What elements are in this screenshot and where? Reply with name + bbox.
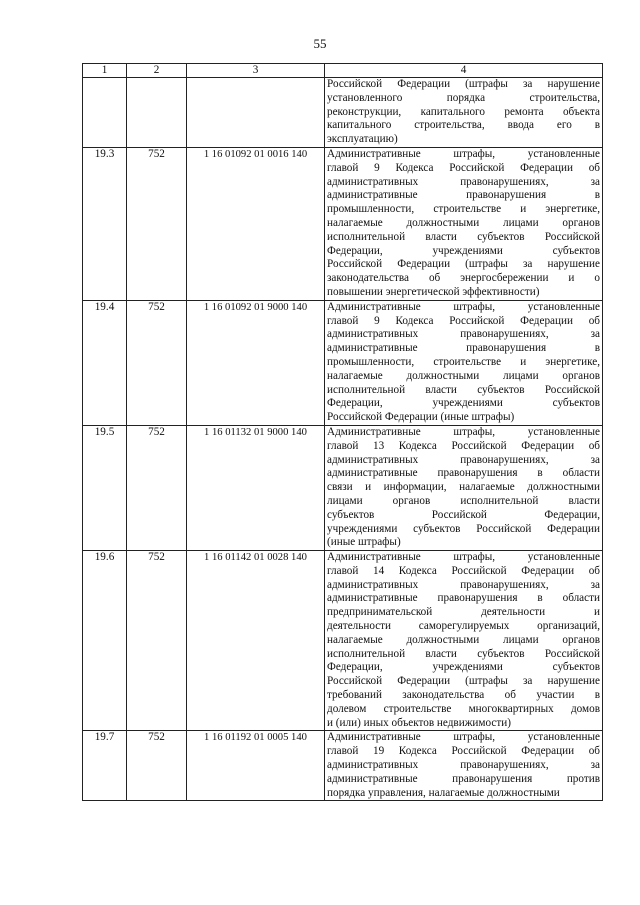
row-number-cell: 19.3 bbox=[83, 147, 127, 300]
description-line: главой 14 Кодекса Российской Федерации об bbox=[327, 564, 600, 577]
column-header-4: 4 bbox=[325, 64, 603, 78]
description-line: Административные штрафы, установленные bbox=[327, 147, 600, 160]
column-header-1: 1 bbox=[83, 64, 127, 78]
description-line: административных правонарушениях, за bbox=[327, 328, 600, 341]
description-line: Федерации, учреждениями субъектов bbox=[327, 244, 600, 257]
description-line: субъектов Российской Федерации, bbox=[327, 508, 600, 521]
description-line: реконструкции, капитального ремонта объекта bbox=[327, 105, 600, 118]
description-line: административные правонарушения в области bbox=[327, 467, 600, 480]
row-number-cell bbox=[83, 78, 127, 148]
description-line: учреждениями субъектов Российской Федерации bbox=[327, 522, 600, 535]
description-line: административных правонарушениях, за bbox=[327, 578, 600, 591]
description-line: административных правонарушениях, за bbox=[327, 759, 600, 772]
description-line: долевом строительстве многоквартирных домов bbox=[327, 702, 600, 715]
description-line: исполнительной власти субъектов Российской bbox=[327, 383, 600, 396]
table-row bbox=[83, 147, 603, 300]
table-row bbox=[83, 731, 603, 801]
table-body bbox=[83, 78, 603, 801]
table-row bbox=[83, 78, 603, 148]
description-line: административных правонарушениях, за bbox=[327, 175, 600, 188]
row-number-cell: 19.7 bbox=[83, 731, 127, 801]
administrator-code-cell: 752 bbox=[127, 300, 187, 425]
revenue-description-cell bbox=[325, 300, 603, 425]
description-line: главой 9 Кодекса Российской Федерации об bbox=[327, 314, 600, 327]
administrator-code-cell bbox=[127, 78, 187, 148]
budget-classification-code-cell bbox=[187, 78, 325, 148]
description-line: (иные штрафы) bbox=[327, 536, 401, 549]
description-line: Федерации, учреждениями субъектов bbox=[327, 397, 600, 410]
column-header-2: 2 bbox=[127, 64, 187, 78]
description-line: исполнительной власти субъектов Российской bbox=[327, 230, 600, 243]
row-number-cell: 19.4 bbox=[83, 300, 127, 425]
description-line: требований законодательства об участии в bbox=[327, 689, 600, 702]
administrator-code-cell: 752 bbox=[127, 551, 187, 731]
description-line: капитального строительства, ввода его в bbox=[327, 119, 600, 132]
administrator-code-cell: 752 bbox=[127, 147, 187, 300]
description-line: Федерации, учреждениями субъектов bbox=[327, 661, 600, 674]
description-line: главой 13 Кодекса Российской Федерации об bbox=[327, 439, 600, 452]
description-line: Российской Федерации (штрафы за нарушение bbox=[327, 675, 600, 688]
description-line: Административные штрафы, установленные bbox=[327, 300, 600, 313]
column-header-3: 3 bbox=[187, 64, 325, 78]
description-line: эксплуатацию) bbox=[327, 133, 398, 146]
description-line: административные правонарушения в bbox=[327, 189, 600, 202]
description-line: и (или) иных объектов недвижимости) bbox=[327, 716, 511, 729]
description-line: деятельности саморегулируемых организаций, bbox=[327, 620, 600, 633]
description-line: лицами органов исполнительной власти bbox=[327, 494, 600, 507]
description-line: Российской Федерации (штрафы за нарушение bbox=[327, 258, 600, 271]
budget-codes-table bbox=[82, 63, 603, 801]
description-line: административные правонарушения в области bbox=[327, 592, 600, 605]
description-line: главой 19 Кодекса Российской Федерации об bbox=[327, 745, 600, 758]
description-line: главой 9 Кодекса Российской Федерации об bbox=[327, 161, 600, 174]
description-line: Российской Федерации (штрафы за нарушение bbox=[327, 78, 600, 90]
budget-classification-code-cell: 1 16 01092 01 0016 140 bbox=[187, 147, 325, 300]
description-line: повышении энергетической эффективности) bbox=[327, 285, 540, 298]
header-row bbox=[83, 64, 603, 78]
revenue-description-cell bbox=[325, 731, 603, 801]
budget-classification-code-cell: 1 16 01192 01 0005 140 bbox=[187, 731, 325, 801]
row-number-cell: 19.6 bbox=[83, 551, 127, 731]
description-line: Административные штрафы, установленные bbox=[327, 425, 600, 438]
table-row bbox=[83, 551, 603, 731]
description-line: промышленности, строительстве и энергетике, bbox=[327, 203, 600, 216]
description-line: налагаемые должностными лицами органов bbox=[327, 633, 600, 646]
description-line: Административные штрафы, установленные bbox=[327, 731, 600, 744]
description-line: связи и информации, налагаемые должностными bbox=[327, 481, 600, 494]
description-line: административные правонарушения в bbox=[327, 342, 600, 355]
budget-classification-code-cell: 1 16 01142 01 0028 140 bbox=[187, 551, 325, 731]
administrator-code-cell: 752 bbox=[127, 425, 187, 550]
description-line: законодательства об энергосбережении и о bbox=[327, 272, 600, 285]
table-row bbox=[83, 300, 603, 425]
description-line: исполнительной власти субъектов Российской bbox=[327, 647, 600, 660]
description-line: предпринимательской деятельности и bbox=[327, 606, 600, 619]
budget-classification-code-cell: 1 16 01132 01 9000 140 bbox=[187, 425, 325, 550]
row-number-cell: 19.5 bbox=[83, 425, 127, 550]
description-line: Административные штрафы, установленные bbox=[327, 551, 600, 564]
budget-classification-code-cell: 1 16 01092 01 9000 140 bbox=[187, 300, 325, 425]
administrator-code-cell: 752 bbox=[127, 731, 187, 801]
revenue-description-cell bbox=[325, 425, 603, 550]
revenue-description-cell bbox=[325, 78, 603, 148]
description-line: установленного порядка строительства, bbox=[327, 91, 600, 104]
table-row bbox=[83, 425, 603, 550]
revenue-description-cell bbox=[325, 551, 603, 731]
description-line: налагаемые должностными лицами органов bbox=[327, 369, 600, 382]
description-line: налагаемые должностными лицами органов bbox=[327, 216, 600, 229]
description-line: административных правонарушениях, за bbox=[327, 453, 600, 466]
revenue-description-cell bbox=[325, 147, 603, 300]
description-line: Российской Федерации (иные штрафы) bbox=[327, 411, 515, 424]
description-line: административные правонарушения против bbox=[327, 772, 600, 785]
description-line: порядка управления, налагаемые должностными bbox=[327, 786, 560, 799]
description-line: промышленности, строительстве и энергетике, bbox=[327, 355, 600, 368]
page-number: 55 bbox=[313, 36, 327, 51]
